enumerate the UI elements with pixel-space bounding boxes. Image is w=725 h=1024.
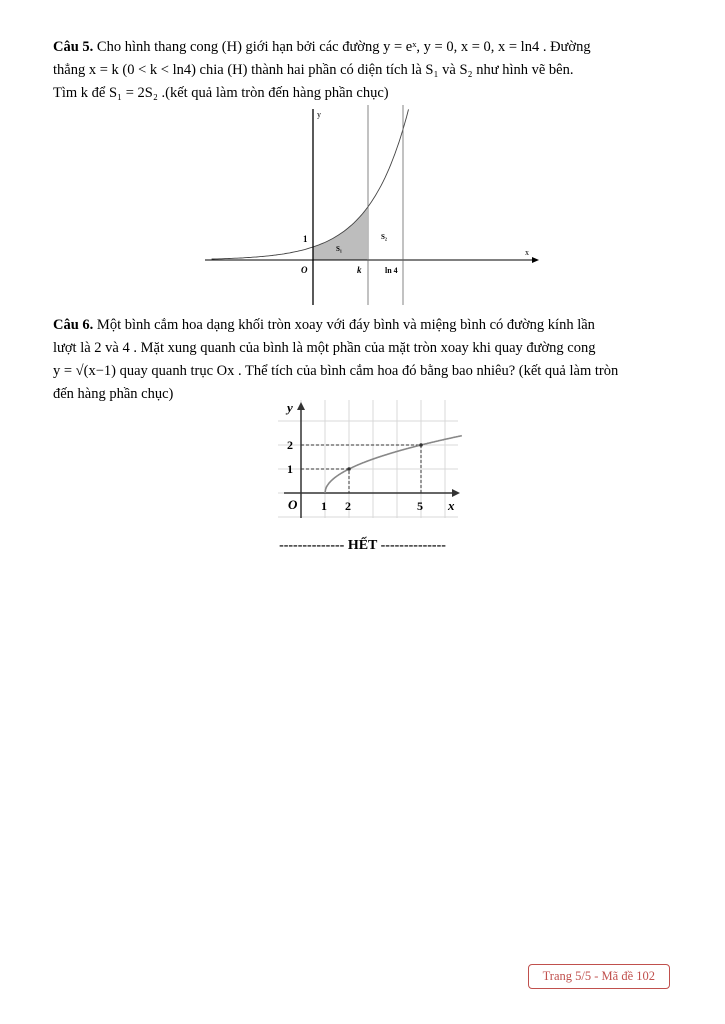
q6-point-5-2 xyxy=(419,443,423,447)
q5-s1-label: S₁ xyxy=(336,245,342,253)
q5-s2-label: S₂ xyxy=(381,233,387,241)
q5-k-label: k xyxy=(357,265,362,275)
q5-figure xyxy=(205,105,545,305)
end-marker: -------------- HẾT -------------- xyxy=(279,538,446,553)
q5-line1-text: Cho hình thang cong (H) giới hạn bởi các đường y = eˣ, y = 0, x = 0, x = ln4 . Đường xyxy=(96,39,591,55)
q6-ytick-2: 2 xyxy=(287,438,293,452)
q6-origin-label: O xyxy=(288,497,298,512)
q5-exp-curve xyxy=(212,109,409,259)
q6-x-arrow xyxy=(452,489,460,497)
page-footer: Trang 5/5 - Mã đề 102 xyxy=(528,964,670,989)
q5-x-label: x xyxy=(525,248,529,257)
q6-y-label: y xyxy=(287,400,293,415)
question-5 xyxy=(53,36,671,105)
q6-line-4: đến hàng phần chục) xyxy=(53,386,174,402)
q6-line-2: lượt là 2 và 4 . Mặt xung quanh của bình là một phần của mặt tròn xoay khi quay đường cong xyxy=(53,340,596,356)
q6-line-1 xyxy=(53,314,671,337)
q6-point-2-1 xyxy=(347,467,351,471)
q6-xtick-2: 2 xyxy=(345,499,351,513)
q6-x-label: x xyxy=(448,498,455,513)
q5-label: Câu 5. xyxy=(53,39,94,55)
q6-line-3: y = √(x−1) quay quanh trục Ox . Thể tích của bình cắm hoa đó bằng bao nhiêu? (kết quả làm tròn xyxy=(53,363,619,379)
q6-figure xyxy=(276,398,466,523)
q5-line-1 xyxy=(53,36,671,59)
q6-xtick-5: 5 xyxy=(417,499,423,513)
q5-one-label: 1 xyxy=(303,234,308,244)
question-6 xyxy=(53,314,671,406)
q6-xtick-1: 1 xyxy=(321,499,327,513)
q5-x-arrow xyxy=(532,257,539,263)
q6-label: Câu 6. xyxy=(53,317,94,333)
q5-line-2: thẳng x = k (0 < k < ln4) chia (H) thành hai phần có diện tích là S₁ và S₂ như hình vẽ bên. xyxy=(53,62,574,78)
q5-origin-label: O xyxy=(301,265,308,275)
q5-line-3: Tìm k để S₁ = 2S₂ .(kết quả làm tròn đến hàng phần chục) xyxy=(53,85,389,101)
q6-sqrt-curve xyxy=(325,436,462,493)
q6-line1-text: Một bình cắm hoa dạng khối tròn xoay với đáy bình và miệng bình có đường kính lần xyxy=(96,317,595,333)
q5-y-label: y xyxy=(317,110,321,119)
q6-y-arrow xyxy=(297,402,305,410)
q6-ytick-1: 1 xyxy=(287,462,293,476)
q5-ln4-label: ln 4 xyxy=(385,266,398,275)
